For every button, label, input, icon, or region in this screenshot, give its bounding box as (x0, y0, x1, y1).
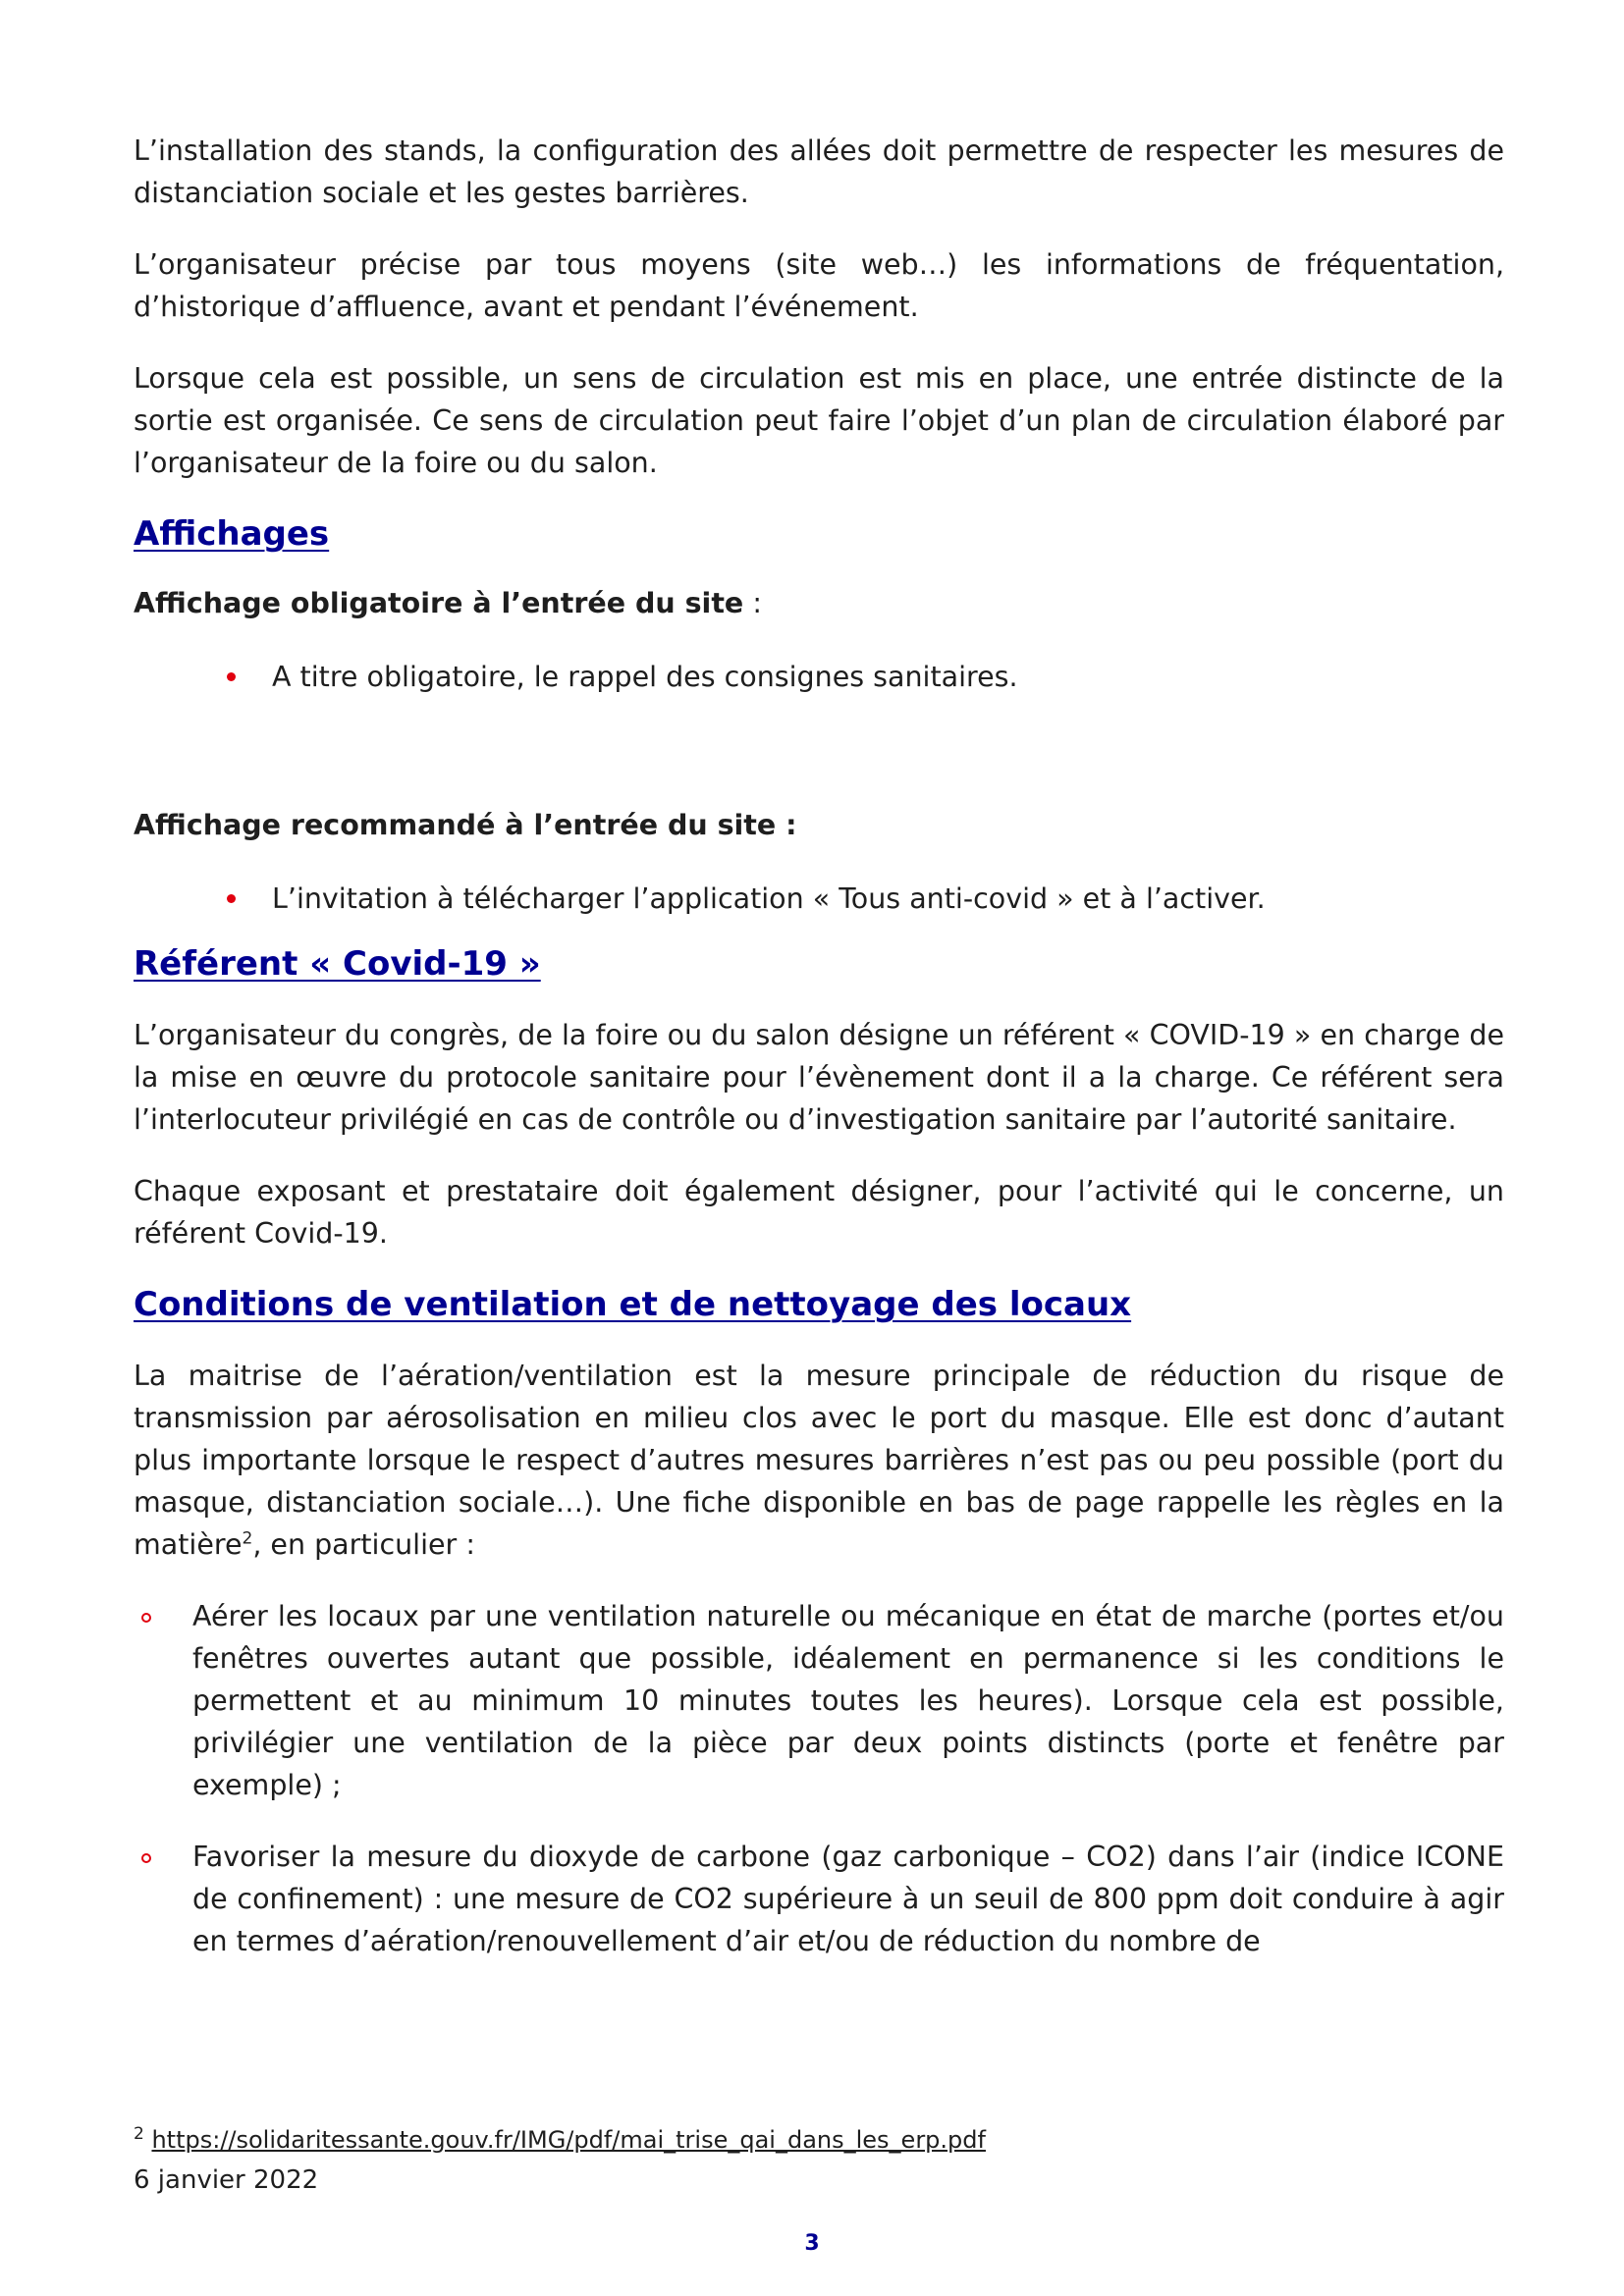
page-number: 3 (804, 2231, 820, 2256)
document-page (134, 130, 1504, 1962)
list-item: Favoriser la mesure du dioxyde de carbone (gaz carbonique – CO2) dans l’air (indice ICONE de confinement) : une mesure de CO2 supérieure à un seuil de 800 ppm doit conduire à agir en termes d’aération/renouvellement d’air et/ou de réduction du nombre de (134, 1836, 1504, 1962)
footnote-reference: 2 (242, 1528, 253, 1549)
circle-bullet-icon (141, 1853, 151, 1863)
recommended-display-list (134, 878, 1504, 920)
referent-paragraph-2: Chaque exposant et prestataire doit également désigner, pour l’activité qui le concerne, un référent Covid-19. (134, 1175, 1504, 1250)
intro-paragraph-2: L’organisateur précise par tous moyens (site web…) les informations de fréquentation, d’historique d’affluence, avant et pendant l’événement. (134, 248, 1504, 323)
list-item: A titre obligatoire, le rappel des consignes sanitaires. (227, 656, 1504, 698)
footnote: $^2$ https://solidaritessante.gouv.fr/IMG/pdf/mai_trise_qai_dans_les_erp.pdf (134, 2124, 986, 2154)
referent-paragraph-1: L’organisateur du congrès, de la foire ou du salon désigne un référent « COVID-19 » en charge de la mise en œuvre du protocole sanitaire pour l’évènement dont il a la charge. Ce référent sera l’interlocuteur privilégié en cas de contrôle ou d’investigation sanitaire par l’autorité sanitaire. (134, 1019, 1504, 1136)
referent-heading: Référent « Covid-19 » (134, 944, 541, 984)
recommended-display-label: Affichage recommandé à l’entrée du site : (134, 809, 797, 841)
affichages-heading: Affichages (134, 514, 330, 554)
ventilation-heading: Conditions de ventilation et de nettoyage des locaux (134, 1285, 1132, 1324)
list-item: Aérer les locaux par une ventilation naturelle ou mécanique en état de marche (portes et/ou fenêtres ouvertes autant que possible, idéalement en permanence si les conditions le permettent et au minimum 10 minutes toutes les heures). Lorsque cela est possible, privilégier une ventilation de la pièce par deux points distincts (porte et fenêtre par exemple) ; (134, 1595, 1504, 1806)
ventilation-list (134, 1595, 1504, 1962)
intro-paragraph-1: L’installation des stands, la configuration des allées doit permettre de respecter les mesures de distanciation sociale et les gestes barrières. (134, 134, 1504, 209)
ventilation-paragraph: La maitrise de l’aération/ventilation est la mesure principale de réduction du risque de transmission par aérosolisation en milieu clos avec le port du masque. Elle est donc d’autant plus importante lorsque le respect d’autres mesures barrières n’est pas ou peu possible (port du masque, distanciation sociale…). Une fiche disponible en bas de page rappelle les règles en la matière$^2$, en particulier : (134, 1360, 1504, 1561)
bullet-icon (227, 672, 236, 681)
document-date: 6 janvier 2022 (134, 2165, 319, 2195)
mandatory-display-label: Affichage obligatoire à l’entrée du site : (134, 587, 762, 619)
intro-paragraph-3: Lorsque cela est possible, un sens de circulation est mis en place, une entrée distincte de la sortie est organisée. Ce sens de circulation peut faire l’objet d’un plan de circulation élaboré par l’organisateur de la foire ou du salon. (134, 362, 1504, 479)
footnote-link[interactable]: https://solidaritessante.gouv.fr/IMG/pdf/mai_trise_qai_dans_les_erp.pdf (151, 2126, 986, 2154)
list-item: L’invitation à télécharger l’application « Tous anti-covid » et à l’activer. (227, 878, 1504, 920)
bullet-icon (227, 894, 236, 903)
mandatory-display-list (134, 656, 1504, 698)
circle-bullet-icon (141, 1613, 151, 1623)
